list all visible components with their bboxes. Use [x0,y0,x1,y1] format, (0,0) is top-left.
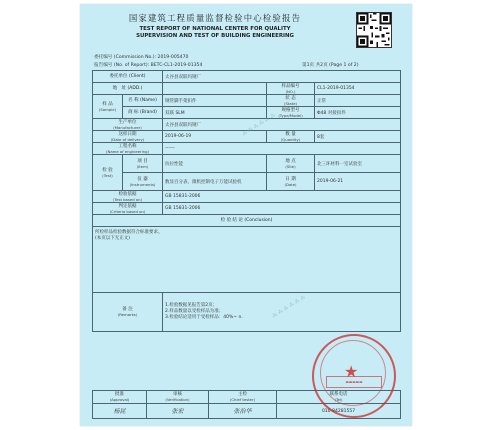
engineering-label: 工程名称 (Name of engineering) [93,143,163,155]
engineering-value: ------ [163,143,401,155]
commission-no: 委托编号 (Commission No.): 2019-005470 [94,55,189,60]
client-value: 太谷县双联玛钢厂 [163,71,401,83]
site-label: 地 点 (Site) [267,155,315,173]
type-value: Φ48 对接扣件 [315,107,401,119]
quantity-label: 数 量 (Quantity) [267,131,315,143]
page-indicator: 第1页 共2页 (Page 1 of 2) [302,63,359,68]
remarks-label: 备 注 (Remarks) [93,293,163,332]
manufacturer-label: 生产单位 (Manufacturer) [93,119,163,131]
criteria-value: GB 15831-2006 [163,203,401,215]
conclusion-header: 检 验 结 论 (Conclusion) [93,215,401,227]
address-value [163,83,267,95]
tel-value: 010-84281557 [277,404,401,419]
verification-signature: 张宏 [147,404,209,419]
remark-line-3: 3.检验结论适用于受检样品：40%~ n. [165,315,243,320]
test-based-value: GB 15831-2006 [163,191,401,203]
conclusion-text [93,227,401,293]
report-title-en-line1: TEST REPORT OF NATIONAL CENTER FOR QUALITY [139,26,291,32]
seal-inner-ring [320,340,386,406]
site-value: 北三环材料一室试验室 [315,155,401,173]
manufacturer-value: 太谷县双联玛钢厂 [163,119,401,131]
report-no: 报告编号 (No. of Report): BETC-CL1-2019-01354 [94,63,203,68]
state-value: 正常 [315,95,401,107]
watermark-2: ⁂ ⁂ ⁂ ⁂ ⁂ ⁂ [271,294,307,320]
criteria-label: 判定依据 (Criteria based on) [93,203,163,215]
remark-line-1: 1.检验数据见报告第2页； [165,303,218,308]
type-label: 规格型号 (Type/Model) [267,107,315,119]
address-label: 地 址 (ADD.) [93,83,163,95]
test-report-document [80,4,412,426]
name-value: 钢管脚手架扣件 [163,95,267,107]
name-label: 名 称 (Name) [123,95,163,107]
chief-tester-signature: 张治华 [209,404,277,419]
delivery-label: 送样日期 (Date of delivery) [93,131,163,143]
sample-no-value: CL1-2019-01354 [315,83,401,95]
chief-tester-label: 主检 (Chief tester) [209,391,277,404]
state-label: 状 态 (State) [267,95,315,107]
date-value: 2019-06-21 [315,173,401,191]
item-value: 抗拉性能 [163,155,267,173]
remark-line-2: 2.样品数量以受检样品为准； [165,309,224,314]
test-based-label: 检验依据 (Test based on) [93,191,163,203]
verification-label: 审核 (Verification) [147,391,209,404]
report-title-cn: 国家建筑工程质量监督检验中心检验报告 [128,13,302,23]
brand-value: 双联 SLM [163,107,267,119]
remarks-text [163,293,401,332]
item-label: 项 目 (Item) [123,155,163,173]
quantity-value: 8套 [315,131,401,143]
conclusion-line-2: (本页以下无正文) [95,236,131,241]
seal-label-bar: ▬▬▬▬▬ [326,376,382,388]
tel-label: 联系电话 (Tel) [277,391,401,404]
test-label: 检 验 (Test) [93,155,123,191]
date-label: 日 期 (Date) [267,173,315,191]
qr-code-icon [356,12,392,48]
brand-label: 商 标 (Brand) [123,107,163,119]
sample-no-label: 样品编号 (NO.) [267,83,315,95]
approval-label: 批准 (Approval) [93,391,147,404]
report-table [92,70,401,332]
report-title-en [80,26,350,40]
sample-label: 样 品 (Sample) [93,95,123,119]
instruments-label: 仪 器 (Instruments) [123,173,163,191]
instruments-value: 数显百分表、微机控制电子万能试验机 [163,173,267,191]
official-seal-icon: ★ [312,334,396,418]
watermark-1: ⁂ ⁂ ⁂ ⁂ ⁂ ⁂ [241,112,277,138]
approval-signature: 杨昆 [93,404,147,419]
client-label: 委托单位 (Client) [93,71,163,83]
report-title-en-line2: SUPERVISION AND TEST OF BUILDING ENGINEERING [136,33,294,39]
conclusion-line-1: 所检样品检验数据符合标准要求。 [95,230,163,235]
delivery-value: 2019-06-19 [163,131,267,143]
